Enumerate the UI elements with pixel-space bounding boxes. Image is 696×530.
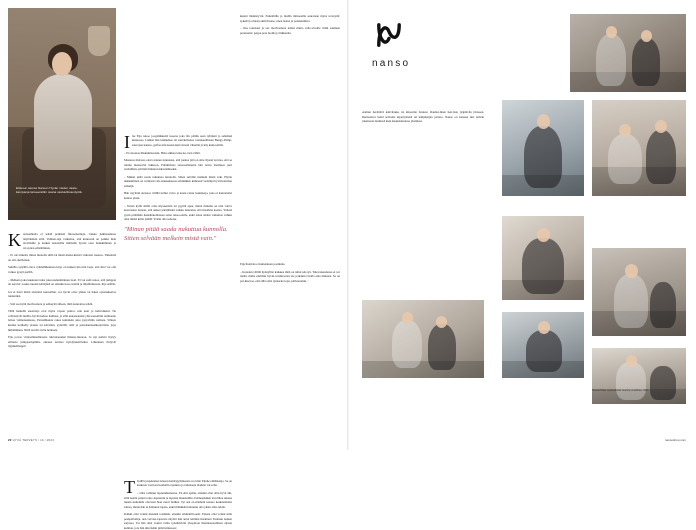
photo-figure-head: [626, 355, 637, 367]
product-photo-2: [502, 100, 584, 196]
photo-floor: [362, 361, 484, 378]
product-photo-1: [570, 14, 686, 92]
paragraph: – Melkein joka kuukausi tulee joku uudenmininen tuoti. Ei voi esää sanoa, että jumppia tai aerobic, koska nuoten kärsijänä on oikaikiowaa eventiä ja mindfulnessia, ilija selitää.: [8, 277, 116, 287]
paragraph: – Oles valinnut lapsenulkalesssa. En ehti epäile, ettenkö olisi ollut hyvä äiti, sillä naatin paljon tolpo-lapsistani ja lapsista muustuiliin. Esimeerkiken aivoliiten aikana tunsin kuitenkin olevaani hian nuori äidiksi. Tyt sen ex-mieheni kanssa keskusteluisa sainsa, mutta hän ei halunnut lapsia, enkä mitäkkän haluunut olla yksin allaa tehdä.: [124, 490, 232, 509]
paragraph: Kaikki olisi voinut mennnä toisinkin, ainakin ammatilli-sesti. Eijasta olisi voinut tulla pesäpalloilija, uen vervias-lapaavia näytttä hän antoi teiminä ihaalinen Turnuun nainen sarjassa. Tai hän olisi voinut valita työelkivirän yhopitoon lilkantaotsutlluon sijasta kemian, jota hän niin ikään pitää kiinnosav.: [124, 512, 232, 530]
hero-photo: [8, 8, 116, 220]
photo-figure-head: [537, 114, 550, 129]
product-photo-7: [502, 312, 584, 378]
paragraph: Hän nyyttäiä oletasoa välillä turhui vaivo ja kasta-vansa isaksikoja, joka ei kannattaisi kantaa yksin.: [124, 191, 232, 200]
photo-figure: [524, 126, 562, 188]
photo-figure-head: [625, 264, 638, 278]
photo-person-body: [34, 74, 92, 170]
photo-figure-head: [537, 228, 550, 242]
photo-floor: [570, 72, 686, 92]
paragraph: – Ei ole tärkeää, miten hienolla sällä tai mistä merki-kisistä vitkoista treenaa. Tärkeintä on olla aktiivinen.: [8, 253, 116, 262]
paragraph: [124, 131, 232, 152]
brand-name: nanso: [372, 58, 411, 69]
folio-text: HYVÄ TERVEYS / 10 / 2024: [12, 438, 54, 442]
photo-figure-head: [606, 26, 617, 38]
drop-cap: T: [124, 476, 135, 497]
left-column-2: [124, 131, 232, 222]
photo-figure-head: [619, 124, 631, 137]
left-column-2-lower: [124, 476, 232, 530]
paragraph: – Minun pitää saada nukutuaa kunnolla. Sitten selvään melkein mistä vain. Hyvin nukkuminen on varmasti vah-vuusueheessa eminükkis kulkassa+oelampt hyvinvointiste ediseljä.: [124, 174, 232, 188]
drop-cap: I: [124, 131, 130, 152]
paragraph-text: lse Eija rekoo joogahikkeitä kosona joka ilta pitääk seen ryhtinsä ja selkänsä kunnossa. Lisäksi hän lenkkeilee tai saurakiivelee vastakaelihisen Bungy-Pump-sauvojen kanssa, golfaa niin kauan kuin mcesti viheriää ja käy kuntosalilla.: [132, 133, 232, 147]
photo-figure-head: [538, 321, 550, 334]
photo-figure-head: [655, 120, 667, 133]
photo-figure: [522, 238, 564, 294]
photo-figure: [596, 34, 626, 86]
drop-cap: K: [8, 230, 21, 250]
photo-figure: [632, 38, 660, 86]
photo-figure: [526, 330, 562, 372]
nanso-n-mark-icon: [372, 18, 406, 52]
paragraph: [8, 232, 116, 250]
photo-figure: [392, 320, 422, 368]
paragraph: Tällä hetkellä suosittaja ovat myös vapaat painot, rein kaar ja kelivaikutal. Ne vahvistyvät mellko hyvää kehon hallinsa, ja sillä ennaasanisin yhä uasaomiin animaatio lainse valmenuskussa. Perusilikunta rakee kuinntein ansa pysyvitiän samana. Silloen kuulus kotikelly jaanen tai kävellen, pyörällä, uisti ja peruskunnaalkarjoittelu, jopa hiihtäminen. Niitä tevrdit etvän herkasta.: [8, 309, 116, 332]
paragraph: – Kataden välillä hyönyllist kaikkea mitä on tullut teh-tyä. Tulevaisuudessa ei voi tietää, mutta eäeltään hyvin-voimitoonta ole jotkakin tavalla aina mukana. Se on pal-kisevaa, että sillä aalta työuarka lopu, päävauomin. /: [240, 269, 340, 283]
paragraph: Eija ihoittala ei kuitenkaan posiinale.: [240, 262, 286, 266]
photo-figure: [650, 366, 676, 400]
product-photo-5: [592, 248, 686, 336]
paragraph: – Voisin kyllä silllöi ottaa hiyseensiin tai pyytää apua, mutta minulla on niin valtva kostraansa ilaresti, että unkon päräjäisäni vaikka tunteaini, että maailma kaataa. Yöässä pyrin pitämään henkilökohtaisen asian takaa-alalla, enkä antaa siiden vaikuttaa vaikka olisi mitkä kriisi päällä. Yritän olla sehoisa.: [124, 203, 232, 222]
photo-lamp: [88, 26, 110, 56]
product-photo-4: [502, 216, 584, 300]
product-photo-6: [362, 300, 484, 378]
paragraph: [124, 476, 232, 497]
photo-figure-head: [402, 312, 413, 324]
photo-person-head: [52, 52, 72, 76]
photo-figure: [616, 362, 646, 400]
page-number: 22: [8, 438, 12, 442]
product-photo-3: [592, 100, 686, 196]
product-photo-8: [592, 348, 686, 404]
left-column-1: [8, 232, 116, 349]
photo-figure: [646, 130, 676, 184]
brand-logo: [372, 18, 468, 69]
paragraph: Eija povaa virtuaalinnalmaasta tulevaisuuden liikuna-muoton. Jo nyt netistä löytyy erilaisia jumppaohjelmia omassa kotissa hyödynnettäviksi. Liikunnan liittyvät ilyjuhelmappit: [8, 335, 116, 349]
brand-body-copy: [362, 110, 484, 127]
paragraph: Sakrilla syrjällä oleva ryhmäliikunnan kirjo on kaiken kin niin laaja, että siitä voi olla vaikea pysyä perillä.: [8, 265, 116, 274]
paragraph-text: antosuhteita ei tehdä pelkästä fiiroselsarheja, vaikka julkisuudessa näyttäisikin siltä. Valmen-taja vaikuttaa, että kunnossä on paikka ihan tavallisille ja kaiken kokoisille ihmisille hyvän olon hankkiminen ja ravoyden edistäminen.: [23, 232, 116, 250]
left-column-4: [240, 262, 340, 286]
left-column-3: [240, 14, 340, 38]
paragraph: Aamun herättävä kahvitauko tai kiireetön brunssi. Rauhal-linen hetr-ikta tyäpäivän jäl-keen. Rentoutava hetki sohvalle kipertymenä tai lempikirjan parissa. Nanso on kanssai niis päivän jokaisessa herkissä kuin kuuneisinoissa yksinissa.: [362, 110, 484, 124]
hero-photo-caption: Elokuun alussa Nanson Hyvän mielen vaate-kampanja lanseerattiin osana vastuullisuustyötä.: [16, 186, 83, 195]
brand-website: nansoshop.com: [664, 438, 686, 442]
photo-figure: [608, 134, 642, 184]
photo-figure-head: [641, 30, 652, 42]
right-page: [348, 0, 696, 450]
folio-left: [8, 438, 54, 442]
paragraph: – Osa ionnistas ja saa motivaatiota näistä mutta vaha-virralle rittää edelleen perusasiat: peppu pois tuolita ja liikkeelle.: [240, 26, 340, 35]
paragraph: Monessa malassa oleva nainen tunnustaa, että jonkas pitä on siite täysnä tavaraa, että se tuntuu meneevän tukkoon. Pahtimistaa stressaallanpita hän tariaa itsellesee puri raabaillista pävänä mileten kirkastamiseksi.: [124, 158, 232, 172]
photo-figure-head: [436, 316, 447, 328]
photo-figure: [614, 274, 648, 328]
pull-quote: "Minun pitää saada nukuttua kunnolla. Sitten selvään melkein mistä vain.": [124, 226, 228, 242]
paragraph: Jos ei ärstä mistä aloittaisi kuntoillun, voi hyvin ottaa yhden tai kaksi opastuskertaa tunnuriksi.: [8, 289, 116, 299]
paragraph: – Sitä saa hyää motivaatiota ja selkeyttä silleen, mitä kannattaa tehdä.: [8, 301, 93, 306]
spread-gutter: [347, 0, 349, 450]
paragraph-text: äydllä projekteina tuleeen heitiryjymineesti on rullar Eijahe elämässaja. Se on kaikesta vaati-nut korkalin rajanista ja ratkaisuja matkan var-rella.: [137, 478, 232, 488]
photo-figure: [428, 324, 456, 370]
paragraph: – En stressaa liikkumisestani. Halu aikhen tulee ko-vien vähtä.: [124, 150, 201, 155]
paragraph: kuatni linänistyvät. Puhelmilla ja muilla mittaeeilla seurataan myös terveyttä: sykettä ja muata aktiivissusa, unen laatua ja palautumista.: [240, 14, 340, 23]
brand-caption: Vastuullista suomalaista muotia vuodesta 1921.: [592, 388, 650, 392]
photo-figure: [650, 282, 676, 328]
